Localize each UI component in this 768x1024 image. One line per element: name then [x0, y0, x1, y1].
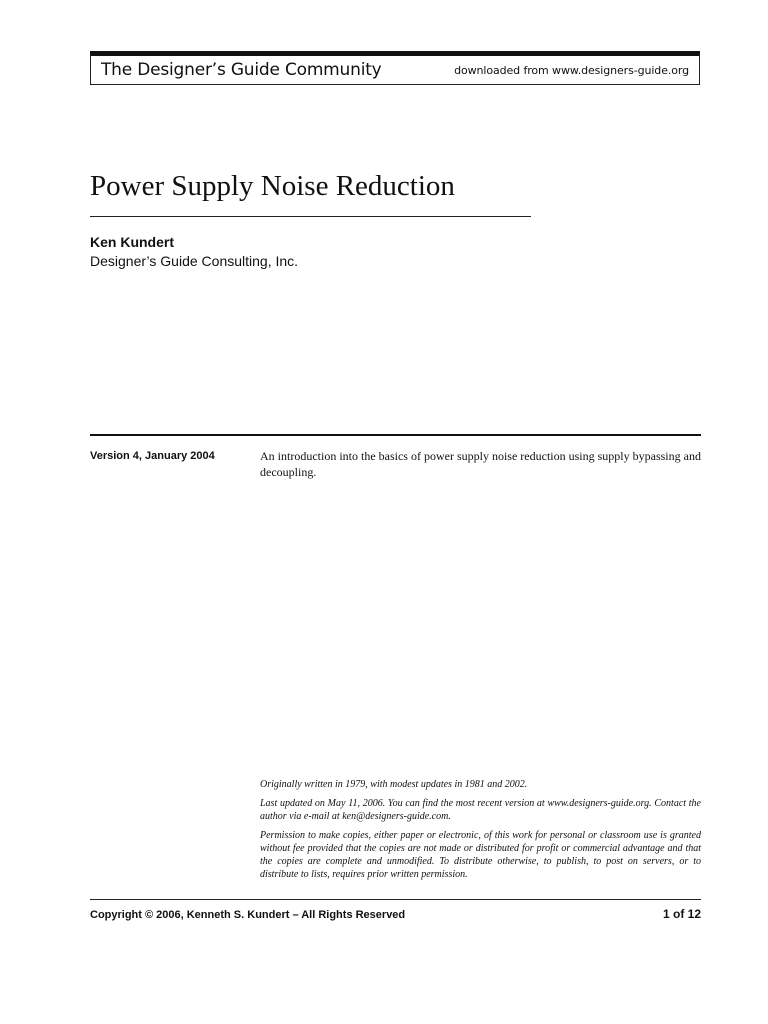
copyright-notice: Copyright © 2006, Kenneth S. Kundert – All Rights Reserved	[90, 909, 406, 921]
document-notes	[260, 778, 701, 887]
note-original: Originally written in 1979, with modest updates in 1981 and 2002.	[260, 779, 528, 790]
footer-divider	[90, 899, 701, 900]
note-updated: Last updated on May 11, 2006. You can find the most recent version at www.designers-guide.org. Contact the author via e-mail at ken@designers-guide.com.	[260, 798, 701, 822]
download-note: downloaded from www.designers-guide.org	[454, 63, 689, 77]
page-number: 1 of 12	[662, 907, 701, 921]
header-banner	[90, 51, 700, 85]
note-permission: Permission to make copies, either paper or electronic, of this work for personal or classroom use is granted without fee provided that the copies are not made or distributed for profit or commercial advantage and that the copies are complete and unmodified. To distribute otherwise, to publish, to post on servers, or to distribute to lists, requires prior written permission.	[260, 830, 701, 880]
title-divider	[90, 216, 531, 217]
author-name: Ken Kundert	[90, 234, 174, 250]
document-title: Power Supply Noise Reduction	[90, 170, 455, 202]
document-version: Version 4, January 2004	[90, 450, 215, 462]
community-name: The Designer’s Guide Community	[101, 60, 382, 80]
section-divider	[90, 434, 701, 436]
document-abstract: An introduction into the basics of power supply noise reduction using supply bypassing and decoupling.	[260, 449, 701, 479]
author-organization: Designer’s Guide Consulting, Inc.	[90, 253, 299, 269]
